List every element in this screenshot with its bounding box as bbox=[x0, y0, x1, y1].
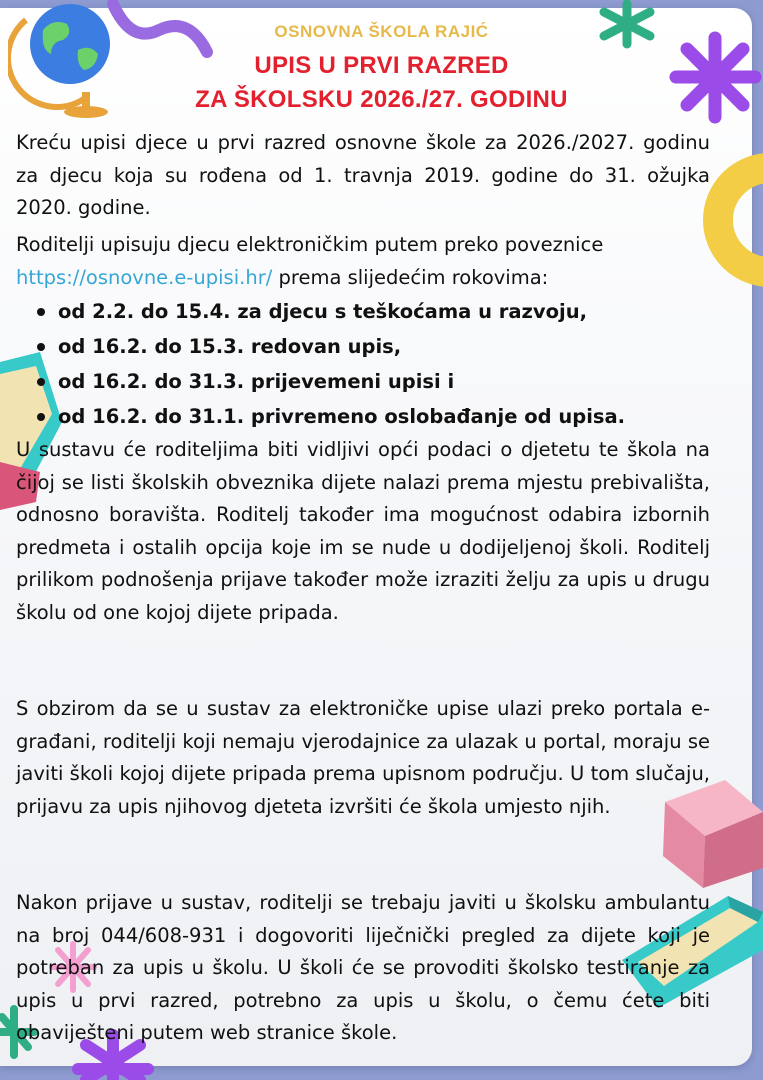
parents-paragraph bbox=[16, 229, 710, 294]
parents-text-before: Roditelji upisuju djecu elektroničkim putem preko poveznice bbox=[16, 233, 604, 256]
e-upisi-link[interactable]: https://osnovne.e-upisi.hr/ bbox=[16, 265, 273, 289]
parents-text-after: prema slijedećim rokovima: bbox=[272, 265, 549, 289]
after-registration-paragraph: Nakon prijave u sustav, roditelji se trebaju javiti u školsku ambulantu na broj 044/608-931 i dogovoriti liječnički pregled za dijete koji je potreban za upis u školu. U školi će se provoditi školsko testiranje za upis u prvi razred, potrebno za upis u školu, o čemu ćete biti obaviješteni putem web stranice škole. bbox=[16, 891, 710, 1044]
deadlines-list bbox=[16, 294, 625, 434]
page-title: UPIS U PRVI RAZRED bbox=[254, 52, 509, 79]
page-subtitle: ZA ŠKOLSKU 2026./27. GODINU bbox=[195, 86, 568, 113]
system-paragraph: U sustavu će roditeljima biti vidljivi opći podaci o djetetu te škola na čijoj se listi školskih obveznika dijete nalazi prema mjestu prebivališta, odnosno boravišta. Roditelj također ima mogućnost odabira izbornih predmeta i ostalih opcija koje im se nude u dodijeljenoj školi. Roditelj prilikom podnošenja prijave također može izraziti želju za upis u drugu školu od one kojoj dijete pripada. bbox=[16, 438, 710, 624]
list-item: od 16.2. do 15.3. redovan upis, bbox=[16, 329, 625, 364]
list-item: od 16.2. do 31.1. privremeno oslobađanje od upisa. bbox=[16, 399, 625, 434]
list-item: od 2.2. do 15.4. za djecu s teškoćama u razvoju, bbox=[16, 294, 625, 329]
egradjani-paragraph: S obzirom da se u sustav za elektroničke upise ulazi preko portala e-građani, roditelji koji nemaju vjerodajnice za ulazak u portal, moraju se javiti školi kojoj dijete pripada prema upisnom području. U tom slučaju, prijavu za upis njihovog djeteta izvršiti će škola umjesto njih. bbox=[16, 697, 710, 818]
intro-paragraph: Kreću upisi djece u prvi razred osnovne škole za 2026./2027. godinu za djecu koja su rođena od 1. travnja 2019. godine do 31. ožujka 2020. godine. bbox=[16, 131, 710, 219]
list-item: od 16.2. do 31.3. prijevemeni upisi i bbox=[16, 364, 625, 399]
school-name: OSNOVNA ŠKOLA RAJIĆ bbox=[274, 22, 489, 41]
